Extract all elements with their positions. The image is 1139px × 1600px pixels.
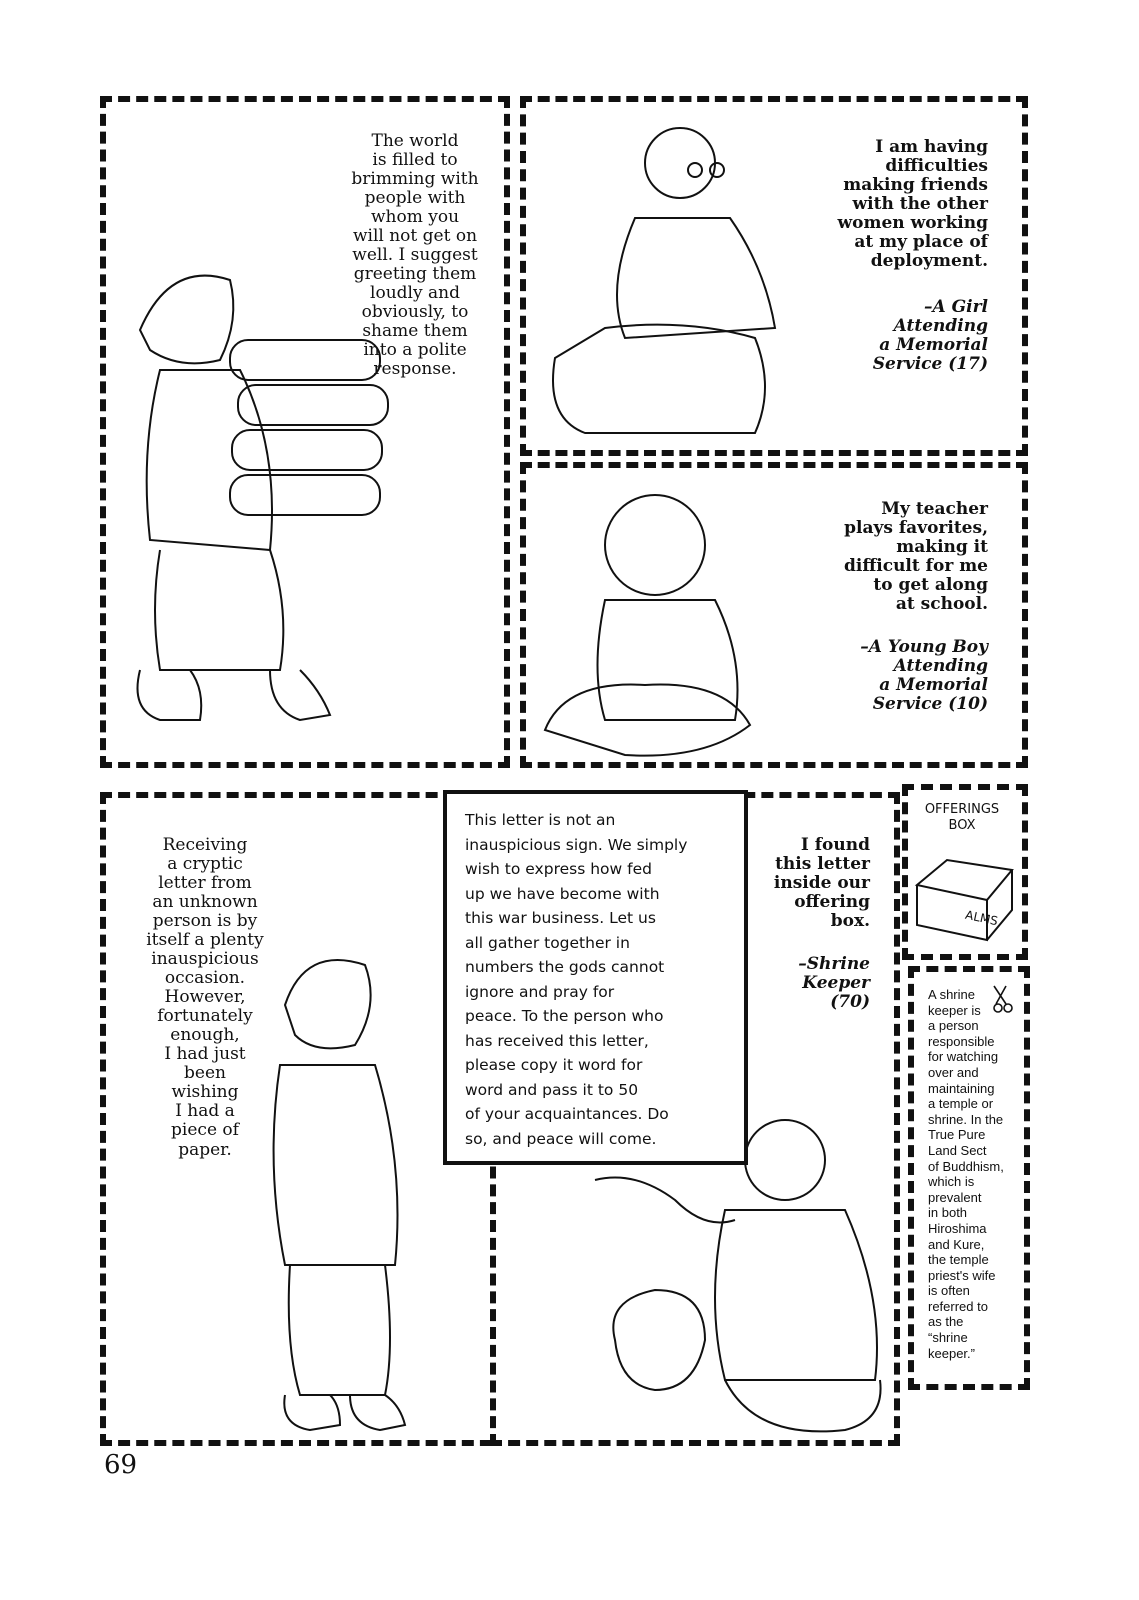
panel-top-left-text: The world is filled to brimming with people with whom you will not get on well. I suggest greeting them loudly and obviously, to shame them into a polite response. [351,131,479,380]
panel-mid-right-text: My teacher plays favorites, making it difficult for me to get along at school. [843,499,988,615]
offerings-box-alms-label: ALMS [964,907,1000,929]
panel-bottom-right-attribution: –Shrine Keeper (70) [798,954,870,1013]
letter-box [443,790,748,1165]
illustration-boy-on-cushion [545,480,795,760]
letter-text: This letter is not an inauspicious sign. We simply wish to express how fed up we have become with this war business. Let us all gather together in numbers the gods cannot ignore and pray for peace. To the person who has received this letter, please copy it word for word and pass it to 50 of your acquaintances. Do so, and peace will come. [465,811,688,1148]
sidenote-text: A shrine keeper is a person responsible for watching over and maintaining a temple or shrine. In the True Pure Land Sect of Buddhism, which is prevalent in both Hiroshima and Kure, the temple priest's wife is often referred to as the “shrine keeper.” [928,987,1004,1361]
panel-bottom-right-text: I found this letter inside our offering box. [773,835,870,932]
scissors-icon [990,984,1016,1014]
illustration-offerings-box-drawing [912,855,1017,945]
panel-mid-right-attribution: –A Young Boy Attending a Memorial Service (10) [860,637,988,715]
panel-bottom-left-text: Receiving a cryptic letter from an unknown person is by itself a plenty inauspicious occasion. However, fortunately enough, I had just been wishing I had a piece of paper. [146,835,264,1160]
panel-top-right-text: I am having difficulties making friends with the other women working at my place of deployment. [837,137,988,272]
illustration-shrine-keeper [595,1120,885,1440]
illustration-girl-with-cushion [545,118,815,438]
illustration-girl-reading-letter [255,945,415,1435]
panel-top-right-attribution: –A Girl Attending a Memorial Service (17) [872,297,988,375]
offerings-box-label: OFFERINGS BOX [924,802,1000,834]
page-number: 69 [104,1450,138,1480]
